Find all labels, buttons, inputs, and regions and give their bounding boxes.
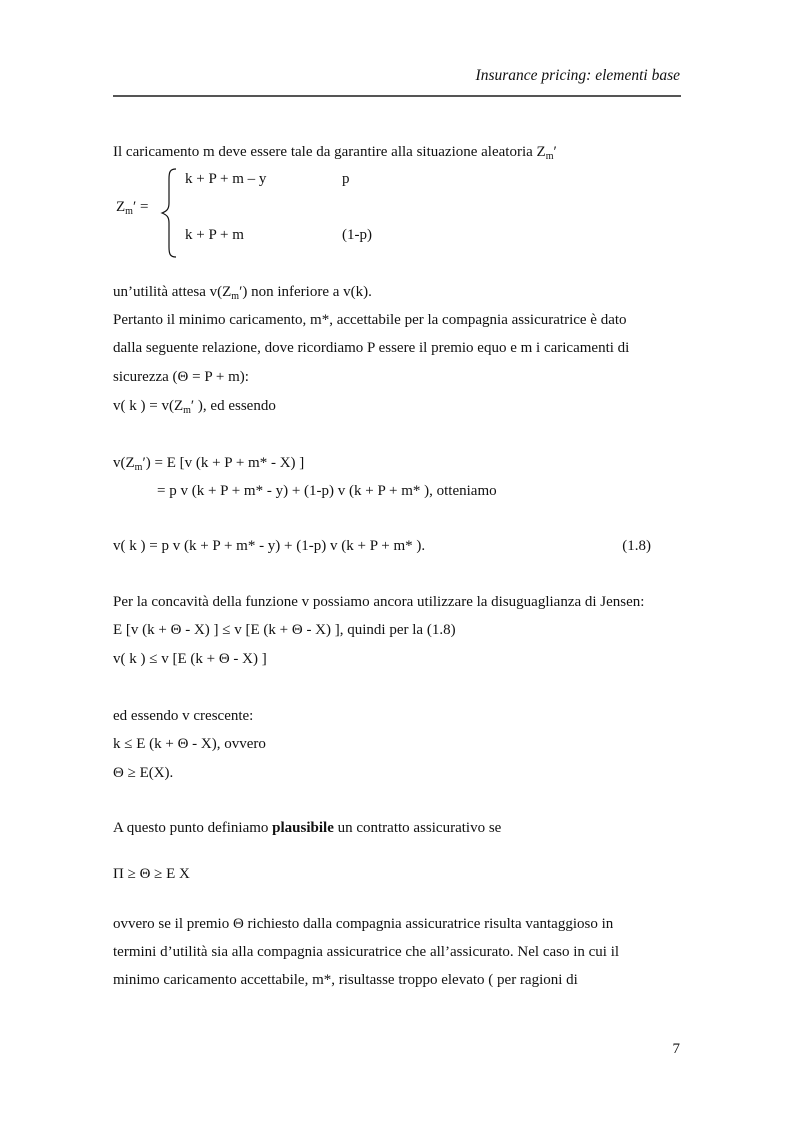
text-line: dalla seguente relazione, dove ricordiamo P essere il premio equo e m i caricamenti di	[113, 340, 630, 356]
text-line: minimo caricamento accettabile, m*, risultasse troppo elevato ( per ragioni di	[113, 972, 578, 988]
paragraph-intro: Il caricamento m deve essere tale da garantire alla situazione aleatoria $Z_m'$	[113, 144, 557, 162]
text-line: ed essendo v crescente:	[113, 708, 254, 724]
plausible-definition: A questo punto definiamo plausibile un contratto assicurativo se	[113, 820, 502, 836]
equation-line: Θ ≥ E(X).	[113, 765, 174, 781]
text-line: sicurezza (Θ = P + m):	[113, 369, 249, 385]
equation-line: E [v (k + Θ - X) ] ≤ v [E (k + Θ - X) ], quindi per la (1.8)	[113, 622, 456, 638]
page-number: 7	[672, 1041, 680, 1057]
text-line: Pertanto il minimo caricamento, m*, accettabile per la compagnia assicuratrice è dato	[113, 312, 627, 328]
equation-line: $v(Z_m') = E$ [v (k + P + m* - X) ]	[113, 455, 305, 473]
running-header: Insurance pricing: elementi base	[475, 67, 680, 84]
equation-line: v( k ) = $v(Z_m'$ ), ed essendo	[113, 398, 276, 416]
header-rule	[113, 95, 681, 97]
inequality-line: Π ≥ Θ ≥ E X	[113, 866, 190, 882]
case2-probability: (1-p)	[342, 227, 372, 243]
expected-utility-line: un’utilità attesa $v(Z_m')$ non inferiore a v(k).	[113, 284, 372, 302]
text-line: Per la concavità della funzione v possiamo ancora utilizzare la disuguaglianza di Jensen:	[113, 594, 645, 610]
left-brace	[158, 167, 186, 259]
equation-number: (1.8)	[622, 538, 651, 554]
case1-probability: p	[342, 171, 350, 187]
equation-line: v( k ) ≤ v [E (k + Θ - X) ]	[113, 651, 267, 667]
case1-expression: k + P + m – y	[185, 171, 267, 187]
equation-1-8: v( k ) = p v (k + P + m* - y) + (1-p) v (k + P + m* ).	[113, 538, 426, 554]
case2-expression: k + P + m	[185, 227, 244, 243]
equation-line: k ≤ E (k + Θ - X), ovvero	[113, 736, 266, 752]
text-line: termini d’utilità sia alla compagnia assicuratrice che all’assicurato. Nel caso in cui il	[113, 944, 620, 960]
equation-line: = p v (k + P + m* - y) + (1-p) v (k + P + m* ), otteniamo	[157, 483, 497, 499]
system-lhs: $Z_m'$ =	[116, 199, 149, 217]
text-line: ovvero se il premio Θ richiesto dalla compagnia assicuratrice risulta vantaggioso in	[113, 916, 614, 932]
